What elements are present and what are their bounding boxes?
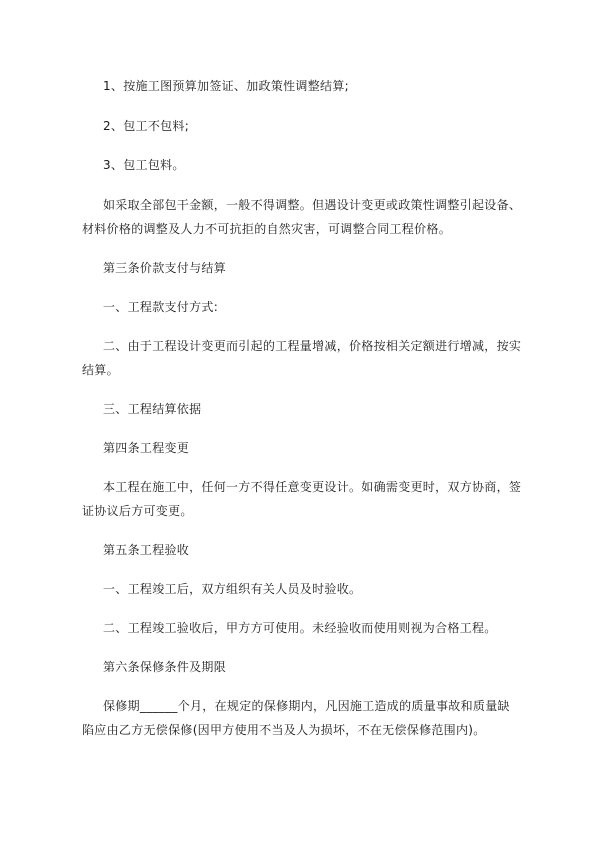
payment-method-item: 一、工程款支付方式: (103, 300, 219, 314)
warranty-paragraph: 保修期______个月，在规定的保修期内，凡因施工造成的质量事故和质量缺陷应由乙方无偿保修(因甲方使用不当及人为损坏，不在无偿保修范围内)。 (82, 699, 510, 737)
lump-sum-paragraph: 如采取全部包干金额，一般不得调整。但遇设计变更或政策性调整引起设备、材料价格的调整及人力不可抗拒的自然灾害，可调整合同工程价格。 (82, 198, 522, 236)
article-5-heading: 第五条工程验收 (103, 543, 190, 557)
clause-item-1: 1、按施工图预算加签证、加政策性调整结算; (103, 79, 349, 93)
change-paragraph: 本工程在施工中，任何一方不得任意变更设计。如确需变更时，双方协商，签证协议后方可变更。 (82, 480, 522, 518)
clause-item-3: 3、包工包料。 (103, 158, 185, 172)
acceptance-item-1: 一、工程竣工后，双方组织有关人员及时验收。 (103, 582, 362, 596)
design-change-item: 二、由于工程设计变更而引起的工程量增减，价格按相关定额进行增减，按实结算。 (82, 339, 522, 377)
clause-item-2: 2、包工不包料; (103, 119, 190, 133)
settlement-basis-item: 三、工程结算依据 (103, 402, 202, 416)
acceptance-item-2: 二、工程竣工验收后，甲方方可使用。未经验收而使用则视为合格工程。 (103, 621, 497, 635)
article-3-heading: 第三条价款支付与结算 (103, 261, 227, 275)
article-6-heading: 第六条保修条件及期限 (103, 660, 227, 674)
article-4-heading: 第四条工程变更 (103, 441, 190, 455)
